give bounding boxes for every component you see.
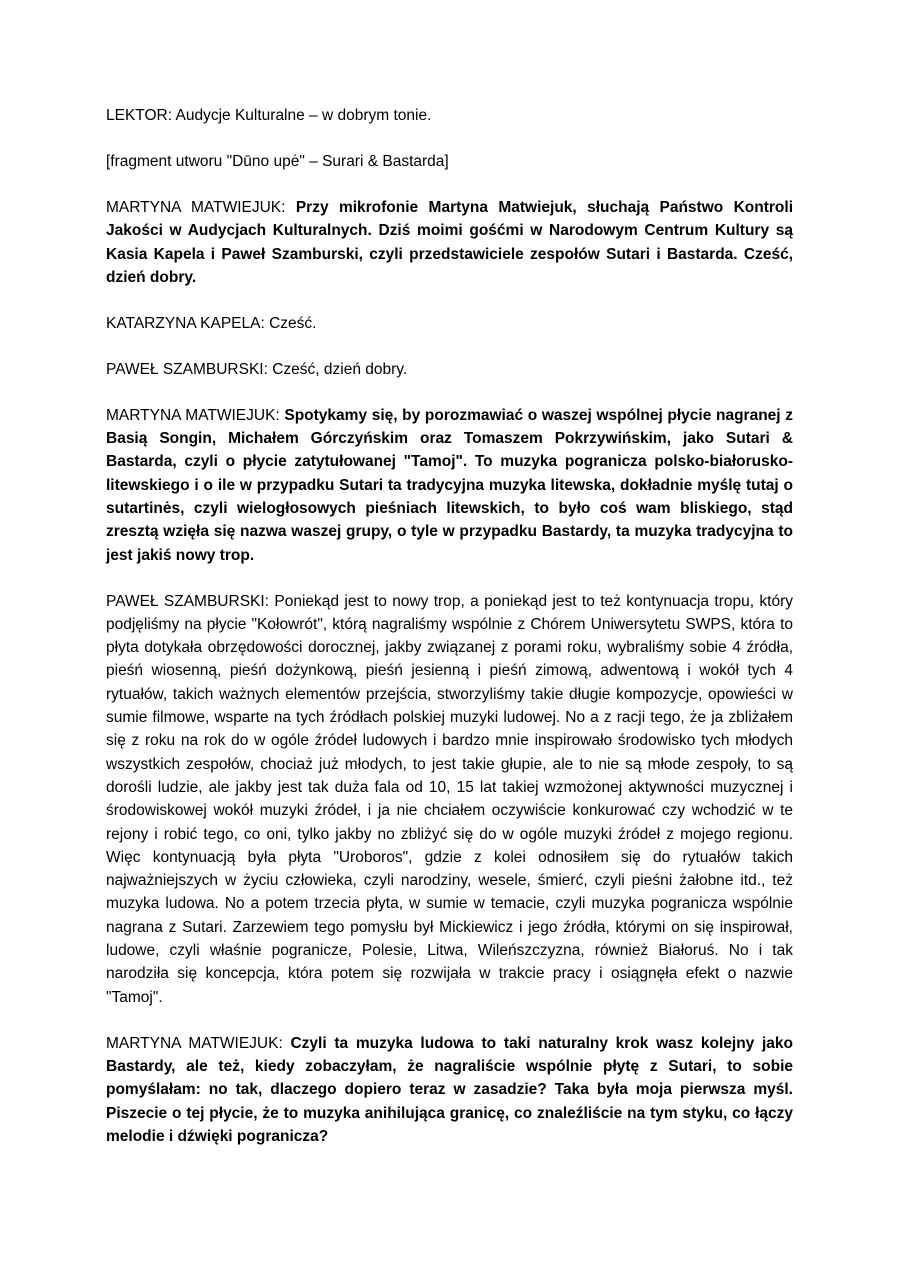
transcript-paragraph [106,404,793,567]
speech-text: Czyli ta muzyka ludowa to taki naturalny krok wasz kolejny jako Bastardy, ale też, kiedy zobaczyłam, że nagraliście wspólnie płytę z Sutari, to sobie pomyślałam: no tak, dlaczego dopiero teraz w zasadzie? Taka była moja pierwsza myśl. Piszecie o tej płycie, że to muzyka anihilująca granicę, co znaleźliście na tym styku, co łączy melodie i dźwięki pogranicza? [106,1034,793,1145]
transcript-document [106,104,793,1171]
speech-text: Cześć, dzień dobry. [272,360,408,378]
speech-text: Audycje Kulturalne – w dobrym tonie. [175,107,432,124]
speaker-label: LEKTOR: [106,107,176,124]
transcript-paragraph [106,1032,793,1148]
speech-text: [fragment utworu "Dūno upė" – Surari & Bastarda] [106,152,449,170]
speaker-label: MARTYNA MATWIEJUK: [106,1034,291,1052]
transcript-paragraph [106,590,793,1009]
speech-text: Przy mikrofonie Martyna Matwiejuk, słuchają Państwo Kontroli Jakości w Audycjach Kulturalnych. Dziś moimi gośćmi w Narodowym Centrum Kultury są Kasia Kapela i Paweł Szamburski, czyli przedstawiciele zespołów Sutari i Bastarda. Cześć, dzień dobry. [106,198,793,286]
transcript-paragraph [106,312,793,335]
speaker-label: PAWEŁ SZAMBURSKI: [106,592,275,610]
transcript-paragraph [106,104,793,127]
speaker-label: KATARZYNA KAPELA: [106,314,270,332]
speaker-label: MARTYNA MATWIEJUK: [106,406,285,424]
transcript-paragraph [106,358,793,381]
transcript-paragraph [106,150,793,173]
speaker-label: MARTYNA MATWIEJUK: [106,198,296,216]
speech-text: Spotykamy się, by porozmawiać o waszej wspólnej płycie nagranej z Basią Songin, Michałem Górczyńskim oraz Tomaszem Pokrzywińskim, jako Sutari & Bastarda, czyli o płycie zatytułowanej "Tamoj". To muzyka pogranicza polsko-białorusko-litewskiego i o ile w przypadku Sutari ta tradycyjna muzyka litewska, dokładnie myślę tutaj o sutartinės, czyli wielogłosowych pieśniach litewskich, to było coś wam bliskiego, stąd zresztą wzięła się nazwa waszej grupy, o tyle w przypadku Bastardy, ta muzyka tradycyjna to jest jakiś nowy trop. [106,406,793,564]
speech-text: Cześć. [269,314,317,332]
transcript [106,104,793,1148]
speaker-label: PAWEŁ SZAMBURSKI: [106,360,273,378]
transcript-paragraph [106,196,793,289]
speech-text: Poniekąd jest to nowy trop, a poniekąd jest to też kontynuacja tropu, który podjęliśmy na płycie "Kołowrót", którą nagraliśmy wspólnie z Chórem Uniwersytetu SWPS, która to płyta dotykała obrzędowości dorocznej, jakby związanej z porami roku, wybraliśmy sobie 4 źródła, pieśń wiosenną, pieśń dożynkową, pieśń jesienną i pieśń zimową, adwentową i wokół tych 4 rytuałów, takich ważnych elementów przejścia, stworzyliśmy takie długie kompozycje, opowieści w sumie filmowe, wsparte na tych źródłach polskiej muzyki ludowej. No a z racji tego, że ja zbliżałem się z roku na rok do w ogóle źródeł ludowych i bardzo mnie inspirowało środowisko tych młodych wszystkich zespołów, chociaż już młodych, to jest takie głupie, ale to nie są młode zespoły, to są dorośli ludzie, ale jakby jest tak duża fala od 10, 15 lat takiej wzmożonej aktywności muzycznej i środowiskowej wokół muzyki źródeł, i ja nie chciałem oczywiście konkurować czy wchodzić w te rejony i robić tego, co oni, tylko jakby no zbliżyć się do w ogóle muzyki źródeł z mojego regionu. Więc kontynuacją była płyta "Uroboros", gdzie z kolei odnosiłem się do rytuałów takich najważniejszych w życiu człowieka, czyli narodziny, wesele, śmierć, czyli pieśni żałobne itd., też muzyka ludowa. No a potem trzecia płyta, w sumie w temacie, czyli muzyka pogranicza wspólnie nagrana z Sutari. Zarzewiem tego pomysłu był Mickiewicz i jego źródła, którymi on się inspirował, ludowe, czyli właśnie pogranicze, Polesie, Litwa, Wileńszczyzna, również Białoruś. No i tak narodziła się koncepcja, która potem się rozwijała w trakcie pracy i osiągnęła efekt o nazwie "Tamoj". [106,592,793,1006]
